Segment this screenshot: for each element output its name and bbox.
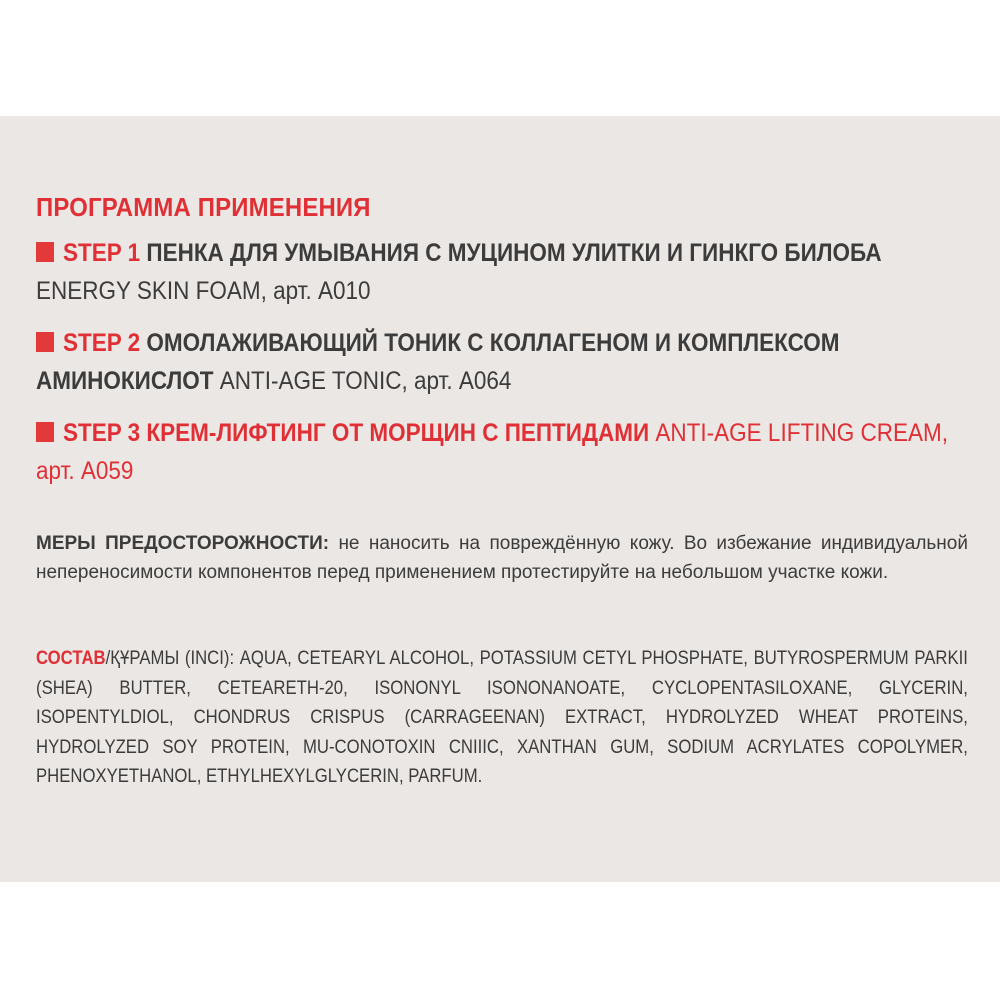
precautions-paragraph — [36, 529, 968, 587]
step-product-name: ОМОЛАЖИВАЮЩИЙ ТОНИК С КОЛЛАГЕНОМ И КОМПЛЕКСОМ АМИНОКИСЛОТ — [36, 329, 840, 395]
label-panel — [0, 116, 1000, 882]
step-product-sku: ANTI-AGE TONIC, арт. A064 — [219, 367, 512, 395]
step-1 — [36, 234, 972, 310]
step-3 — [36, 414, 972, 490]
precautions-label: МЕРЫ ПРЕДОСТОРОЖНОСТИ: — [36, 533, 330, 554]
step-label: STEP 1 — [63, 239, 141, 267]
step-product-name: КРЕМ-ЛИФТИНГ ОТ МОРЩИН С ПЕПТИДАМИ — [146, 419, 650, 447]
red-square-bullet-icon — [36, 332, 54, 352]
step-product-sku: ANTI-AGE LIFTING CREAM, арт. A059 — [36, 419, 948, 485]
composition-ingredients: AQUA, CETEARYL ALCOHOL, POTASSIUM CETYL PHOSPHATE, BUTYROSPERMUM PARKII (SHEA) BUTTER, CETEARETH-20, ISONONYL ISONONANOATE, CYCLOPENTASILOXANE, GLYCERIN, ISOPENTYLDIOL, CHONDRUS CRISPUS (CARRAGEENAN) EXTRACT, HYDROLYZED WHEAT PROTEINS, HYDROLYZED SOY PROTEIN, MU-CONOTOXIN CNIIIC, XANTHAN GUM, SODIUM ACRYLATES COPOLYMER, PHENOXYETHANOL, ETHYLHEXYLGLYCERIN, PARFUM. — [36, 648, 968, 787]
steps-list — [36, 234, 972, 504]
composition-label: СОСТАВ — [36, 648, 106, 669]
step-label: STEP 2 — [63, 329, 141, 357]
step-product-name: ПЕНКА ДЛЯ УМЫВАНИЯ С МУЦИНОМ УЛИТКИ И ГИНКГО БИЛОБА — [146, 239, 882, 267]
program-title: ПРОГРАММА ПРИМЕНЕНИЯ — [36, 192, 371, 222]
step-product-sku: ENERGY SKIN FOAM, арт. A010 — [36, 277, 371, 305]
composition-paragraph — [36, 644, 968, 792]
step-2 — [36, 324, 972, 400]
precautions-text: не наносить на повреждённую кожу. Во избежание индивидуальной непереносимости компонентов перед применением протестируйте на небольшом участке кожи. — [36, 533, 968, 583]
step-label: STEP 3 — [63, 419, 141, 447]
composition-label-suffix: /ҚҰРАМЫ (INCI): — [105, 648, 235, 669]
red-square-bullet-icon — [36, 422, 54, 442]
red-square-bullet-icon — [36, 242, 54, 262]
